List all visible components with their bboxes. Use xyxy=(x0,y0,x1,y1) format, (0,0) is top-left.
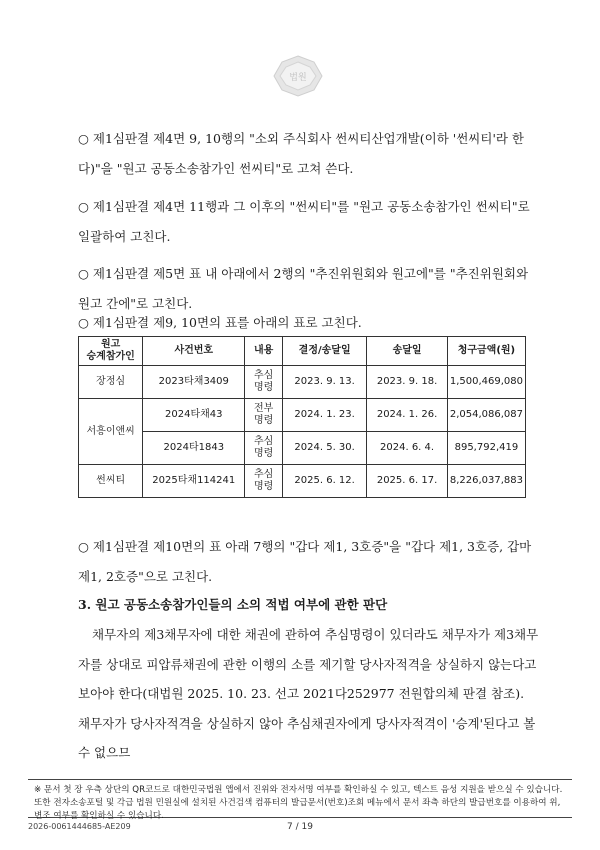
svg-text:법원: 법원 xyxy=(289,73,307,83)
table-row xyxy=(79,366,526,399)
body-paragraph-text: 채무자의 제3채무자에 대한 채권에 관하여 추심명령이 있더라도 채무자가 제3채무자를 상대로 피압류채권에 관한 이행의 소를 제기할 당사자적격을 상실하지 않는다고 보아야 한다(대법원 2025. 10. 23. 선고 2021다252977 전원합의체 판결 참조). 채무자가 당사자적격을 상실하지 않아 추심채권자에게 당사자적격이 '승계'된다고 볼 수 없으므 xyxy=(78,627,539,760)
content-cell: 추심 명령 xyxy=(245,366,283,399)
amendment-paragraph-5: ○ 제1심판결 제10면의 표 아래 7행의 "갑다 제1, 3호증"을 "갑다 제1, 3호증, 갑마 제1, 2호증"으로 고친다. xyxy=(78,539,532,584)
table-row xyxy=(79,465,526,498)
service-date-cell: 2024. 1. 26. xyxy=(367,399,448,432)
claim-amount-cell: 2,054,086,087 xyxy=(447,399,525,432)
service-date-cell: 2024. 6. 4. xyxy=(367,432,448,465)
verification-notice: ※ 문서 첫 장 우측 상단의 QR코드로 대한민국법원 앱에서 진위와 전자서명 여부를 확인하실 수 있고, 텍스트 음성 지원을 받으실 수 있습니다. 또한 전자소송포털 및 각급 법원 민원실에 설치된 사건검색 컴퓨터의 발급문서(번호)조회 메뉴에서 문서 좌측 하단의 발급번호를 이용하여 위,변조 여부를 확인하실 수 있습니다. xyxy=(28,779,572,818)
content-cell: 추심 명령 xyxy=(245,465,283,498)
body-paragraph xyxy=(78,620,540,768)
amendment-paragraph-1: ○ 제1심판결 제4면 9, 10행의 "소외 주식회사 썬씨티산업개발(이하 '썬씨티'라 한다)"을 "원고 공동소송참가인 썬씨티"로 고쳐 쓴다. xyxy=(78,131,525,176)
party-cell: 썬씨티 xyxy=(79,465,143,498)
amendment-paragraph-2: ○ 제1심판결 제4면 11행과 그 이후의 "썬씨티"를 "원고 공동소송참가인 썬씨티"로 일괄하여 고친다. xyxy=(78,199,530,244)
party-cell: 장정심 xyxy=(79,366,143,399)
case-number-cell: 2024타채43 xyxy=(143,399,245,432)
content-cell: 전부 명령 xyxy=(245,399,283,432)
header-case-number: 사건번호 xyxy=(143,337,245,366)
decision-date-cell: 2025. 6. 12. xyxy=(282,465,366,498)
table-row xyxy=(79,399,526,432)
service-date-cell: 2025. 6. 17. xyxy=(367,465,448,498)
decision-date-cell: 2023. 9. 13. xyxy=(282,366,366,399)
table-header-row xyxy=(79,337,526,366)
header-party: 원고 승계참가인 xyxy=(79,337,143,366)
claim-amount-cell: 1,500,469,080 xyxy=(447,366,525,399)
party-cell: 서흥이앤씨 xyxy=(79,399,143,465)
issue-number: 2026-0061444685-AE209 xyxy=(28,822,131,831)
case-number-cell: 2024타1843 xyxy=(143,432,245,465)
header-claim-amount: 청구금액(원) xyxy=(447,337,525,366)
header-content: 내용 xyxy=(245,337,283,366)
court-emblem-logo xyxy=(266,54,330,98)
amendment-paragraph-3: ○ 제1심판결 제5면 표 내 아래에서 2행의 "추진위원회와 원고에"를 "추진위원회와 원고 간에"로 고친다. xyxy=(78,266,529,311)
claim-amount-cell: 895,792,419 xyxy=(447,432,525,465)
service-date-cell: 2023. 9. 18. xyxy=(367,366,448,399)
amendment-paragraph-4: ○ 제1심판결 제9, 10면의 표를 아래의 표로 고친다. xyxy=(78,315,362,330)
seizure-order-table xyxy=(78,336,526,498)
header-decision-date: 결정/송달일 xyxy=(282,337,366,366)
section-heading: 3. 원고 공동소송참가인들의 소의 적법 여부에 관한 판단 xyxy=(78,597,388,612)
decision-date-cell: 2024. 1. 23. xyxy=(282,399,366,432)
content-cell: 추심 명령 xyxy=(245,432,283,465)
claim-amount-cell: 8,226,037,883 xyxy=(447,465,525,498)
page-number: 7 / 19 xyxy=(287,822,313,832)
case-number-cell: 2025타채114241 xyxy=(143,465,245,498)
case-number-cell: 2023타채3409 xyxy=(143,366,245,399)
decision-date-cell: 2024. 5. 30. xyxy=(282,432,366,465)
header-service-date: 송달일 xyxy=(367,337,448,366)
table-row xyxy=(79,432,526,465)
